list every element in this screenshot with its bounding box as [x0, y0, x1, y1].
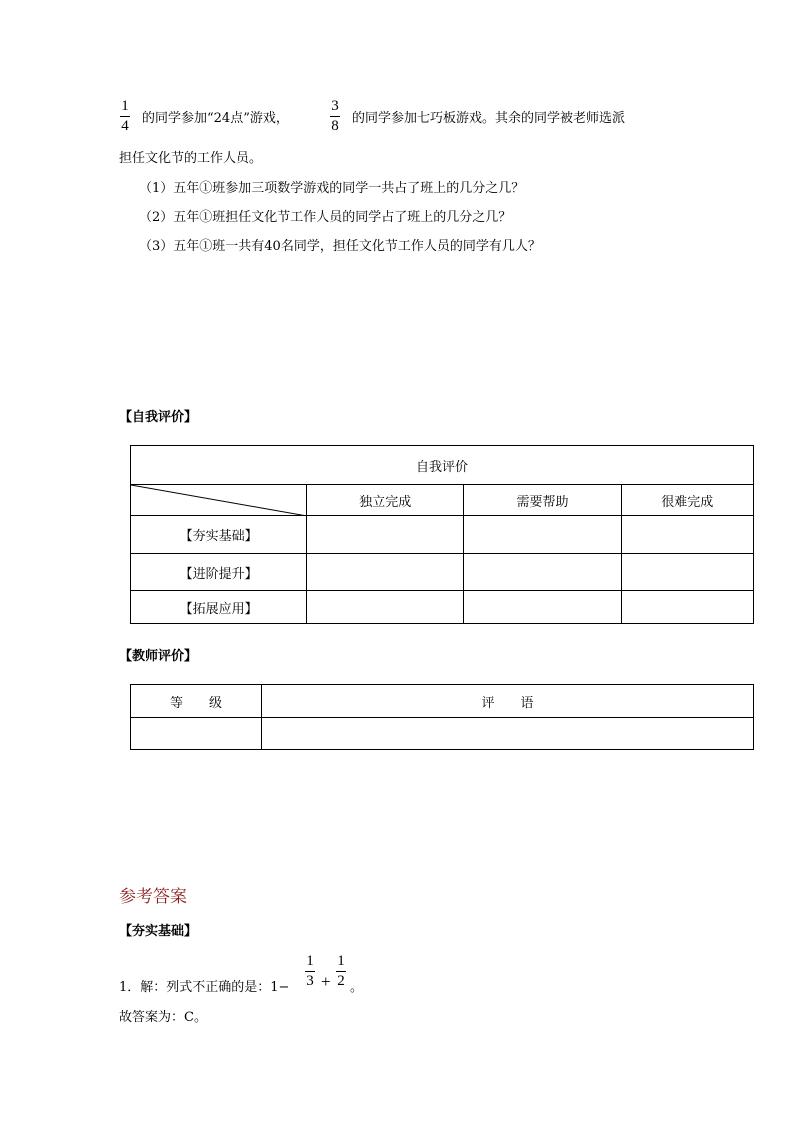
fraction-three-eighths — [330, 98, 340, 135]
self-eval-table — [130, 445, 754, 624]
teacher-eval-table — [130, 684, 754, 750]
problem-text-line2: 担任文化节的工作人员。 — [119, 151, 263, 166]
answer-line-2: 故答案为：C。 — [119, 1010, 207, 1025]
fraction-bar — [120, 116, 130, 117]
fraction-numerator: 1 — [306, 953, 314, 969]
row-label-foundation: 【夯实基础】 — [131, 516, 307, 554]
self-eval-cell[interactable] — [307, 516, 464, 554]
problem-text-2: 的同学参加七巧板游戏。其余的同学被老师选派 — [352, 111, 626, 126]
fraction-denominator: 4 — [121, 118, 129, 134]
problem-text-1: 的同学参加“24点”游戏， — [142, 111, 289, 126]
fraction-bar — [336, 971, 346, 972]
self-eval-cell[interactable] — [621, 554, 753, 591]
fraction-numerator: 1 — [121, 98, 129, 114]
comment-header: 评 语 — [262, 685, 754, 718]
grade-header: 等 级 — [131, 685, 262, 718]
fraction-denominator: 8 — [331, 118, 339, 134]
self-eval-cell[interactable] — [621, 516, 753, 554]
question-2: （2）五年①班担任文化节工作人员的同学占了班上的几分之几？ — [139, 210, 512, 225]
col-need-help: 需要帮助 — [464, 485, 621, 516]
comment-cell[interactable] — [262, 718, 754, 750]
fraction-numerator: 3 — [331, 98, 339, 114]
fraction-numerator: 1 — [337, 953, 345, 969]
answer-section-heading: 【夯实基础】 — [119, 924, 198, 939]
fraction-bar — [305, 971, 315, 972]
row-label-advanced: 【进阶提升】 — [131, 554, 307, 591]
fraction-one-half — [336, 953, 346, 990]
plus-sign: + — [321, 972, 331, 991]
self-eval-cell[interactable] — [307, 591, 464, 624]
answer-line-1 — [119, 976, 289, 995]
fraction-bar — [330, 116, 340, 117]
self-eval-table-title: 自我评价 — [131, 446, 754, 485]
answer-line-1-suffix: 。 — [350, 980, 364, 995]
row-label-extension: 【拓展应用】 — [131, 591, 307, 624]
diagonal-line — [131, 485, 307, 516]
fraction-one-quarter — [120, 98, 130, 135]
fraction-denominator: 3 — [306, 973, 314, 989]
question-1: （1）五年①班参加三项数学游戏的同学一共占了班上的几分之几？ — [139, 181, 525, 196]
fraction-denominator: 2 — [337, 973, 345, 989]
answer-title: 参考答案 — [119, 887, 187, 907]
col-hard: 很难完成 — [621, 485, 753, 516]
self-eval-cell[interactable] — [464, 516, 621, 554]
diagonal-header-cell — [131, 485, 307, 516]
self-eval-cell[interactable] — [464, 554, 621, 591]
self-eval-cell[interactable] — [307, 554, 464, 591]
col-independent: 独立完成 — [307, 485, 464, 516]
self-eval-cell[interactable] — [621, 591, 753, 624]
teacher-eval-heading: 【教师评价】 — [119, 649, 198, 664]
answer-line-1-prefix: 1．解：列式不正确的是：1− — [119, 980, 290, 995]
question-3: （3）五年①班一共有40名同学，担任文化节工作人员的同学有几人？ — [139, 239, 541, 254]
fraction-one-third — [305, 953, 315, 990]
self-eval-heading: 【自我评价】 — [119, 410, 198, 425]
self-eval-cell[interactable] — [464, 591, 621, 624]
grade-cell[interactable] — [131, 718, 262, 750]
